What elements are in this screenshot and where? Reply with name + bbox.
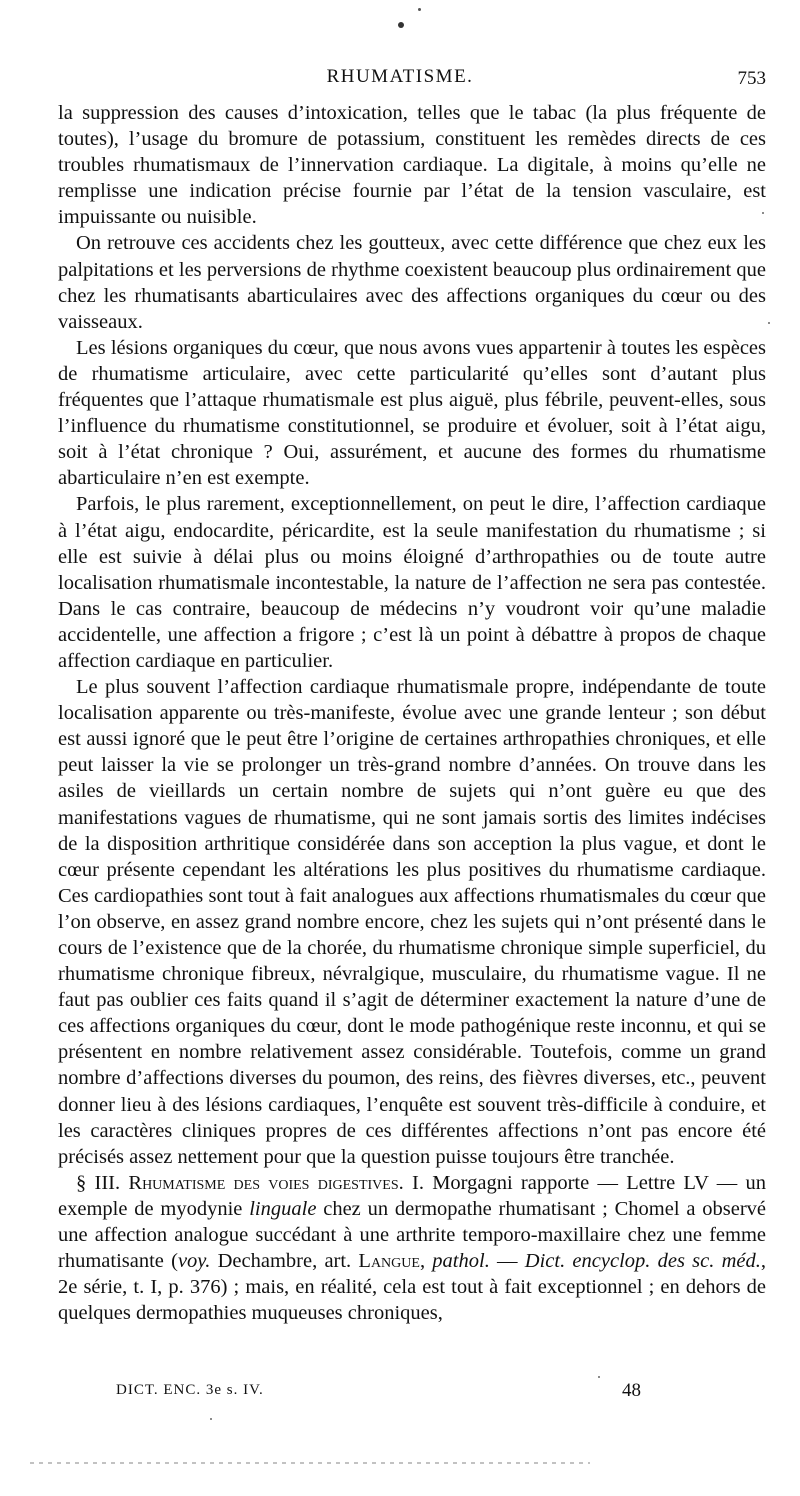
ink-speck	[598, 1376, 600, 1378]
ink-speck	[210, 1418, 212, 1420]
section-mark: § III.	[76, 1171, 121, 1194]
sheet-number: 48	[622, 1380, 641, 1401]
paragraph: la suppression des causes d’intoxication, telles que le tabac (la plus fréquente de toutes), l’usage du bromure de potassium, constituent les remèdes directs de ces troubles rhumatismaux de l’innervation cardiaque. La digitale, à moins qu’elle ne remplisse une indication précise fournie par l’état de la tension vasculaire, est impuissante ou nuisible.	[58, 102, 766, 229]
page-footer	[0, 1378, 800, 1406]
section-text: —	[489, 1250, 525, 1273]
section-italic: Dict. encyclop. des sc. méd.	[524, 1250, 761, 1273]
section-text: chez un dermopathe rhumatisant ; Chomel a observé une affection analogue succédant à une arthrite temporo-maxillaire chez une femme rhumatisante (	[58, 1197, 767, 1273]
paragraph: Parfois, le plus rarement, exceptionnellement, on peut le dire, l’affection cardiaque à l’état aigu, endocardite, péricardite, est la seule manifestation du rhumatisme ; si elle est suivie à délai plus ou moins éloigné d’arthropathies ou de toute autre localisation rhumatismale incontestable, la nature de l’affection ne sera pas contestée. Dans le cas contraire, beaucoup de médecins n’y voudront voir qu’une maladie accidentelle, une affection a frigore ; c’est là un point à débattre à propos de chaque affection cardiaque en particulier.	[58, 493, 766, 672]
section-heading: Rhumatisme des voies digestives.	[128, 1171, 404, 1194]
section-italic: linguale	[249, 1197, 317, 1220]
section-italic: voy.	[177, 1250, 211, 1273]
ink-speck	[418, 8, 421, 11]
ink-speck	[398, 22, 404, 28]
page-number: 753	[737, 68, 766, 89]
ink-speck	[762, 212, 764, 214]
section-text: ,	[419, 1250, 433, 1273]
section-text: , 2e série, t. I, p. 376) ; mais, en réalité, cela est tout à fait exceptionnel ; en dehors de quelques dermopathies muqueuses chroniques,	[58, 1250, 767, 1325]
ink-speck	[768, 322, 770, 324]
section-text: I. Morgagni rapporte — Lettre LV — un exemple de myodynie	[58, 1171, 767, 1220]
paragraph: Le plus souvent l’affection cardiaque rhumatismale propre, indépendante de toute localisation apparente ou très-manifeste, évolue avec une grande lenteur ; son début est aussi ignoré que le peut être l’origine de certaines arthropathies chroniques, et elle peut laisser la vie se prolonger un très-grand nombre d’années. On trouve dans les asiles de vieillards un certain nombre de sujets qui n’ont guère eu que des manifestations vagues de rhumatisme, qui ne sont jamais sortis des limites indécises de la disposition arthritique considérée dans son acception la plus vague, et dont le cœur présente cependant les altérations les plus positives du rhumatisme cardiaque. Ces cardiopathies sont tout à fait analogues aux affections rhumatismales du cœur que l’on observe, en assez grand nombre encore, chez les sujets qui n’ont présenté dans le cours de l’existence que de la chorée, du rhumatisme chronique simple superficiel, du rhumatisme chronique fibreux, névralgique, musculaire, du rhumatisme vague. Il ne faut pas oublier ces faits quand il s’agit de déterminer exactement la nature d’une de ces affections organiques du cœur, dont le mode pathogénique reste inconnu, et qui se présentent en nombre relativement assez considérable. Toutefois, comme un grand nombre d’affections diverses du poumon, des reins, des fièvres diverses, etc., peuvent donner lieu à des lésions cardiaques, l’enquête est souvent très-difficile à conduire, et les caractères cliniques propres de ces différentes affections n’ont pas encore été précisés assez nettement pour que la question puisse toujours être tranchée.	[58, 676, 766, 1168]
section-text: Dechambre, art.	[210, 1250, 359, 1273]
section-paragraph	[58, 1170, 766, 1327]
section-italic: pathol.	[432, 1250, 490, 1273]
paragraph: On retrouve ces accidents chez les goutteux, avec cette différence que chez eux les palpitations et les perversions de rhythme coexistent beaucoup plus ordinairement que chez les rhumatisants abarticulaires avec des affections organiques du cœur ou des vaisseaux.	[58, 232, 766, 333]
bleed-through-line	[30, 1462, 590, 1464]
running-title: RHUMATISME.	[326, 66, 474, 87]
running-head	[0, 66, 800, 92]
section-smallcaps: Langue	[358, 1250, 420, 1273]
signature-mark: DICT. ENC. 3e s. IV.	[116, 1382, 264, 1398]
body-text	[58, 100, 766, 1326]
paragraph: Les lésions organiques du cœur, que nous avons vues appartenir à toutes les espèces de rhumatisme articulaire, avec cette particularité qu’elles sont d’autant plus fréquentes que l’attaque rhumatismale est plus aiguë, plus fébrile, peuvent-elles, sous l’influence du rhumatisme constitutionnel, se produire et évoluer, soit à l’état aigu, soit à l’état chronique ? Oui, assurément, et aucune des formes du rhumatisme abarticulaire n’en est exempte.	[58, 336, 766, 490]
